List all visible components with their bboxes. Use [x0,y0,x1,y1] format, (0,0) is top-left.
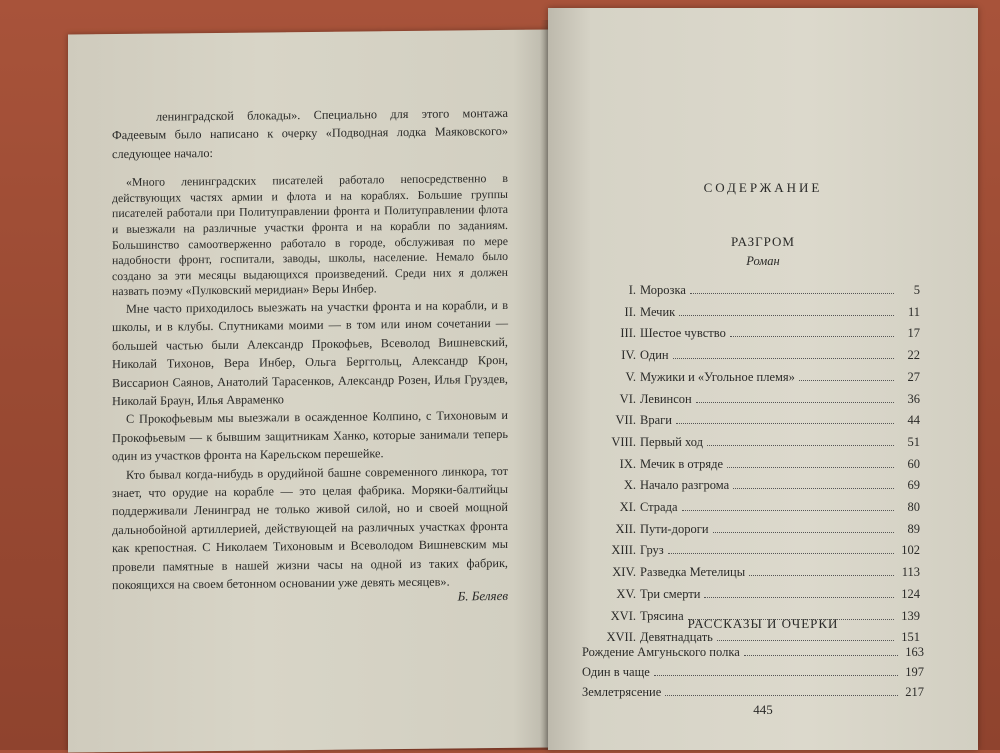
paragraph: Кто бывал когда-нибудь в орудийной башне современного линкора, тот знает, что орудие на корабле — это целая фабрика. Моряки-балтийцы поддерживали Ленинград не только живой силой, но и своей мощной дальнобойной артиллерией, действующей на различных участках фронта как крепостная. С Николаем Тихоновым и Всеволодом Вишневским мы провели памятные в нашей жизни часы на одной из таких фабрик, покоящихся на своем бетонном основании уже девять месяцев». [112,463,508,593]
toc-row [582,682,924,700]
right-page [548,8,978,750]
chapter-page: 11 [907,304,920,319]
chapter-title: Один [640,348,669,363]
chapter-title: Морозка [640,283,686,297]
chapter-title: Девятнадцать [640,630,713,645]
dot-leader [654,675,898,676]
paragraph: Мне часто приходилось выезжать на участки фронта и на корабли, и в школы, и в клубы. Спутниками моими — в том или ином сочетании — большей частью были Александр Прокофьев, Всеволод Вишневский, Николай Тихонов, Вера Инбер, Ольга Берггольц, Александр Крон, Виссарион Саянов, Анатолий Тарасенков, Александр Розен, Илья Груздев, Николай Браун, Илья Авраменко [112,297,508,409]
toc-row [586,280,920,298]
dot-leader [730,336,894,337]
chapter-number: XIII. [611,543,636,558]
chapter-page: 27 [907,369,920,384]
chapter-number: VI. [619,391,636,406]
chapter-page: 89 [907,521,920,536]
dot-leader [679,315,894,316]
story-page: 217 [905,685,924,699]
dot-leader [727,467,894,468]
toc-row [586,432,920,450]
chapter-title: Левинсон [640,391,692,406]
chapter-page: 102 [901,543,920,558]
chapter-number: XVII. [606,630,636,645]
chapter-page: 51 [907,434,920,449]
chapter-number: XVI. [610,608,636,623]
chapter-number: IX. [619,456,636,471]
author-signature: Б. Беляев [457,587,508,604]
toc-row [586,562,920,580]
dot-leader [676,423,894,424]
chapter-number: III. [620,326,636,341]
toc-row [586,475,920,493]
chapter-number: XI. [619,500,636,514]
stories-title: РАССКАЗЫ И ОЧЕРКИ [687,616,839,631]
chapter-title: Враги [640,413,672,428]
toc-heading: СОДЕРЖАНИЕ [703,180,823,195]
toc-row [582,662,924,680]
dot-leader [799,380,894,381]
dot-leader [696,402,894,403]
chapter-page: 5 [913,283,920,297]
toc-row [582,642,924,660]
chapter-page: 69 [907,478,920,493]
toc-row [586,454,920,472]
toc-row [586,302,920,320]
paragraph: С Прокофьевым мы выезжали в осажденное Колпино, с Тихоновым и Прокофьевым — к бывшим защитникам Ханко, которые занимали теперь один из участков фронта на Карельском перешейке. [112,408,508,464]
chapter-page: 36 [907,391,920,406]
story-title: Землетрясение [582,685,662,699]
chapter-page: 113 [901,565,920,580]
novel-title: РАЗГРОМ [731,234,795,249]
story-page: 197 [905,665,924,679]
quote-paragraph: «Много ленинградских писателей работало непосредственно в действующих частях армии и флота и на кораблях. Большие группы писателей работали при Политуправлении фронта и Политуправлении флота и выезжали на различные участки фронта и на корабли по заданиям. Большинство самоотверженно работало в городе, обслуживая по мере надобности фронт, госпитали, заводы, школы, население. Немало было создано за эти месяцы выдающихся произведений. Среди них я должен назвать поэму «Пулковский меридиан» Веры Инбер. [112,171,508,299]
left-page-text [112,104,508,595]
chapter-number: I. [628,283,636,297]
chapter-number: XV. [616,586,636,601]
dot-leader [713,532,894,533]
chapter-page: 17 [907,326,920,341]
chapter-page: 139 [901,608,920,623]
dot-leader [707,445,894,446]
chapter-title: Мужики и «Угольное племя» [640,369,795,384]
chapter-page: 60 [907,456,920,471]
dot-leader [744,655,898,656]
chapter-number: V. [625,369,636,384]
chapter-number: XIV. [612,565,636,580]
toc-row [586,367,920,385]
dot-leader [749,575,894,576]
chapter-number: XII. [615,521,636,536]
chapter-title: Мечик в отряде [640,456,723,471]
dot-leader [682,510,895,511]
dot-leader [668,553,894,554]
toc-row [586,540,920,558]
dot-leader [665,695,898,696]
story-title: Один в чаще [582,665,650,679]
dot-leader [704,597,894,598]
dot-leader [690,293,894,294]
page-number: 445 [753,702,773,717]
chapter-title: Шестое чувство [640,326,726,341]
toc-row [586,519,920,537]
story-page: 163 [905,645,924,659]
novel-subtitle: Роман [746,254,780,268]
chapter-number: IV. [621,348,636,363]
toc-row [586,345,920,363]
toc-row [586,584,920,602]
chapter-number: VIII. [611,434,636,449]
chapter-page: 22 [907,348,920,363]
toc-row [586,497,920,515]
chapter-page: 151 [901,630,920,645]
toc-row [586,323,920,341]
chapter-title: Три смерти [640,586,701,601]
chapter-number: II. [624,304,636,319]
dot-leader [673,358,894,359]
chapter-title: Мечик [640,304,676,319]
chapter-title: Трясина [640,608,684,623]
chapter-title: Пути-дороги [640,521,709,536]
chapter-number: X. [623,478,636,493]
paragraph: ленинградской блокады». Специально для этого монтажа Фадеевым было написано к очерку «Подводная лодка Маяковского» следующее начало: [112,105,508,161]
chapter-page: 44 [907,413,920,428]
chapter-page: 124 [901,586,920,601]
dot-leader [733,488,894,489]
chapter-title: Груз [640,543,664,558]
left-page [68,29,552,752]
chapter-number: VII. [615,413,636,428]
chapter-title: Первый ход [640,434,703,449]
story-title: Рождение Амгуньского полка [582,645,740,659]
chapter-page: 80 [907,500,920,514]
toc-row [586,389,920,407]
toc-row [586,410,920,428]
chapter-title: Разведка Метелицы [640,565,746,580]
chapter-title: Начало разгрома [640,478,730,493]
chapter-title: Страда [640,500,678,514]
